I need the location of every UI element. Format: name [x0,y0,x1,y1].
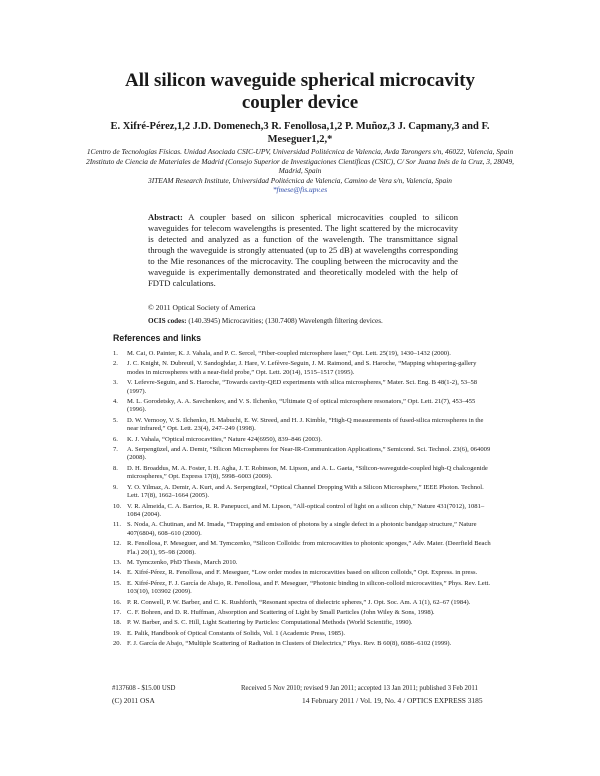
reference-item [113,559,493,567]
reference-list [113,350,493,651]
reference-item [113,609,493,617]
reference-item [113,446,493,463]
reference-text: S. Noda, A. Chutinan, and M. Imada, “Trapping and emission of photons by a single defect in a photonic bandgap structure,” Nature 407(6804), 608–610 (2000). [127,521,477,537]
reference-item [113,484,493,501]
reference-number: 15. [113,579,122,587]
footer-id-price: #137608 - $15.00 USD [112,685,176,692]
reference-number: 3. [113,379,118,387]
reference-number: 10. [113,502,122,510]
author-list: E. Xifré-Pérez,1,2 J.D. Domenech,3 R. Fenollosa,1,2 P. Muñoz,3 J. Capmany,3 and F. Meseguer1,2,* [110,121,490,145]
ocis-text: (140.3945) Microcavities; (130.7408) Wavelength filtering devices. [188,317,383,325]
reference-item [113,350,493,358]
reference-text: P. R. Conwell, P. W. Barber, and C. K. Rushforth, “Resonant spectra of dielectric spheres,” J. Opt. Soc. Am. A 1(1), 62–67 (1984). [127,598,471,606]
ocis-label: OCIS codes: [148,317,187,325]
reference-text: F. J. García de Abajo, “Multiple Scattering of Radiation in Clusters of Dielectrics,” Phys. Rev. B 60(8), 6086–6102 (1999). [127,640,452,648]
reference-item [113,360,493,377]
paper-title: All silicon waveguide spherical microcavity coupler device [124,70,476,113]
reference-number: 11. [113,521,121,529]
footer-journal-citation: 14 February 2011 / Vol. 19, No. 4 / OPTICS EXPRESS 3185 [302,696,483,705]
reference-text: P. W. Barber, and S. C. Hill, Light Scattering by Particles: Computational Methods (World Scientific, 1990). [127,619,413,627]
reference-number: 6. [113,435,118,443]
reference-item [113,436,493,444]
reference-text: Y. O. Yilmaz, A. Demir, A. Kurt, and A. Serpengüzel, “Optical Channel Dropping With a Silicon Microsphere,” IEEE Photon. Technol. Lett. 17(8), 1662–1664 (2005). [127,483,484,500]
copyright-notice: © 2011 Optical Society of America [148,303,256,312]
reference-number: 12. [113,540,122,548]
reference-text: V. R. Almeida, C. A. Barrios, R. R. Panepucci, and M. Lipson, “All-optical control of light on a silicon chip,” Nature 431(7012), 1081–1084 (2004). [127,502,485,518]
abstract [148,212,458,289]
reference-number: 1. [113,350,118,357]
reference-item [113,465,493,482]
reference-item [113,540,493,557]
reference-item [113,619,493,627]
reference-number: 20. [113,640,122,648]
reference-text: D. H. Broaddus, M. A. Foster, I. H. Agha, J. T. Robinson, M. Lipson, and A. L. Gaeta, “Silicon-waveguide-coupled high-Q chalcogenide microspheres,” Opt. Express 17(8), 5998–6003 (2009). [127,464,488,481]
reference-number: 17. [113,608,122,616]
reference-text: M. Cai, O. Painter, K. J. Vahala, and P. C. Sercel, “Fiber-coupled microsphere laser,” Opt. Lett. 25(19), 1430–1432 (2000). [127,350,451,357]
abstract-label: Abstract: [148,212,183,222]
reference-text: M. L. Gorodetsky, A. A. Savchenkov, and V. S. Ilchenko, “Ultimate Q of optical microsphere resonators,” Opt. Lett. 21(7), 453–455 (1996). [127,398,476,414]
reference-number: 19. [113,629,122,637]
references-heading: References and links [113,333,202,343]
reference-number: 16. [113,598,122,606]
reference-text: M. Tymczenko, PhD Thesis, March 2010. [127,558,238,566]
reference-number: 5. [113,416,118,424]
corresponding-email-link[interactable]: *fmese@fis.upv.es [272,185,328,195]
reference-item [113,630,493,638]
reference-item [113,503,493,520]
reference-text: C. F. Bohren, and D. R. Huffman, Absorption and Scattering of Light by Small Particles (John Wiley & Sons, 1998). [127,608,435,616]
reference-text: A. Serpengüzel, and A. Demir, “Silicon Microspheres for Near-IR-Communication Applications,” Semicond. Sci. Technol. 23(6), 064009 (2008). [127,446,491,462]
reference-text: K. J. Vahala, “Optical microcavities,” Nature 424(6950), 839–846 (2003). [127,435,323,443]
abstract-text: A coupler based on silicon spherical microcavities coupled to silicon waveguides for telecom wavelengths is presented. The light scattered by the microcavity is detected and analyzed as a function of the wavelength. The transmittance signal through the waveguide is strongly attenuated (up to 25 dB) at wavelengths corresponding to the Mie resonances of the microcavity. The coupling between the microcavity and the waveguide is experimentally demonstrated and theoretically modeled with the help of FDTD calculations. [148,212,458,288]
reference-item [113,569,493,577]
reference-text: V. Lefevre-Seguin, and S. Haroche, “Towards cavity-QED experiments with silica microspheres,” Mater. Sci. Eng. B 48(1-2), 53–58 (1997). [127,379,478,395]
reference-item [113,580,493,597]
reference-text: E. Xifré-Pérez, F. J. García de Abajo, R. Fenollosa, and F. Meseguer, “Photonic binding in silicon-colloid microcavities,” Phys. Rev. Lett. 103(10), 103902 (2009). [127,579,491,596]
reference-item [113,521,493,538]
reference-text: D. W. Vernooy, V. S. Ilchenko, H. Mabuchi, E. W. Streed, and H. J. Kimble, “High-Q measurements of fused-silica microspheres in the near infrared,” Opt. Lett. 23(4), 247–249 (1998). [127,416,484,433]
reference-item [113,599,493,607]
reference-item [113,640,493,648]
reference-text: E. Xifré-Pérez, R. Fenollosa, and F. Meseguer, “Low order modes in microcavities based on silicon colloids,” Opt. Express. in press. [127,569,478,577]
reference-item [113,417,493,434]
reference-item [113,379,493,396]
reference-number: 9. [113,483,118,491]
reference-text: R. Fenollosa, F. Meseguer, and M. Tymczenko, “Silicon Colloids: from microcavities to photonic sponges,” Adv. Mater. (Deerfield Beach Fla.) 20(1), 95–98 (2008). [127,540,491,556]
affiliation-2: 2Instituto de Ciencia de Materiales de Madrid (Consejo Superior de Investigaciones Científicas (CSIC), C/ Sor Juana Inés de la Cruz, 3, 28049, Madrid, Spain [86,156,514,176]
affiliation-3: 3ITEAM Research Institute, Universidad Politécnica de Valencia, Camino de Vera s/n, Valencia, Spain [148,175,452,185]
affiliations [80,147,520,195]
footer-received-dates: Received 5 Nov 2010; revised 9 Jan 2011; accepted 13 Jan 2011; published 3 Feb 2011 [241,685,478,692]
reference-number: 8. [113,464,118,472]
reference-text: E. Palik, Handbook of Optical Constants of Solids, Vol. 1 (Academic Press, 1985). [127,629,346,637]
affiliation-1: 1Centro de Tecnologías Físicas. Unidad Asociada CSIC-UPV, Universidad Politécnica de Valencia, Avda Tarongers s/n, 46022, Valencia, Spain [86,147,514,156]
reference-number: 4. [113,398,118,406]
reference-text: J. C. Knight, N. Dubreuil, V. Sandoghdar, J. Hare, V. Lefèvre-Seguin, J. M. Raimond, and S. Haroche, “Mapping whispering-gallery modes in microspheres with a near-field probe,” Opt. Lett. 20(14), 1515–1517 (1995). [127,360,477,376]
reference-number: 2. [113,360,118,368]
reference-number: 13. [113,558,122,566]
reference-number: 18. [113,619,122,627]
reference-number: 14. [113,569,122,577]
footer-copyright: (C) 2011 OSA [112,696,155,705]
reference-number: 7. [113,446,118,454]
ocis-codes [148,317,383,325]
reference-item [113,398,493,415]
